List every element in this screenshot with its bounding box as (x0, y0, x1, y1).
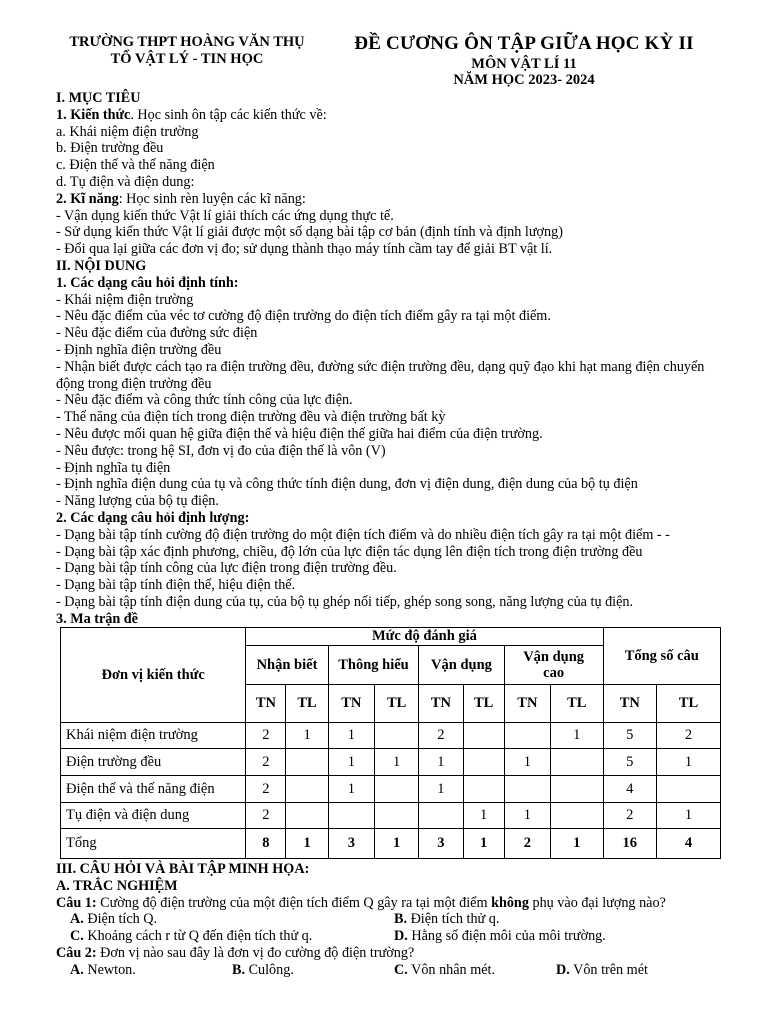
table-cell: 5 (603, 723, 657, 749)
option-text: Hằng số điện môi của môi trường. (407, 928, 606, 945)
part-a-heading: A. TRẮC NGHIỆM (56, 877, 178, 894)
skills-text: : Học sinh rèn luyện các kĩ năng: (118, 190, 306, 207)
total-cell: 1 (375, 829, 419, 859)
school-year: NĂM HỌC 2023- 2024 (453, 72, 595, 88)
quantitative-item: - Dạng bài tập tính công của lực điện trong điện trường đều. (56, 560, 397, 577)
table-cell (375, 723, 419, 749)
level-name: Nhận biết (246, 646, 328, 685)
option-text: Newton. (83, 962, 136, 979)
answer-option (70, 962, 136, 979)
table-cell: 1 (657, 749, 721, 776)
row-label: Điện trường đều (61, 749, 246, 776)
question-emphasis: không (491, 894, 529, 911)
qualitative-item: - Nêu đặc điểm và công thức tính công của lực điện. (56, 392, 353, 409)
school-name: TRƯỜNG THPT HOÀNG VĂN THỤ (69, 34, 305, 50)
document-body (56, 90, 736, 628)
table-cell (286, 749, 328, 776)
unit-header: Đơn vị kiến thức (61, 628, 246, 723)
answer-option (394, 962, 495, 979)
knowledge-text: . Học sinh ôn tập các kiến thức về: (130, 106, 327, 123)
row-label: Tổng (61, 829, 246, 859)
sub-header: TL (463, 685, 504, 723)
table-cell: 2 (419, 723, 463, 749)
qualitative-item: - Nêu được: trong hệ SI, đơn vị đo của điện thế là vôn (V) (56, 442, 386, 459)
answer-option (232, 962, 294, 979)
row-label: Điện thế và thế năng điện (61, 776, 246, 803)
option-letter: D. (556, 962, 570, 979)
sub-header: TN (328, 685, 374, 723)
skills-item: - Sử dụng kiến thức Vật lí giải được một số dạng bài tập cơ bản (định tính và định lượng) (56, 224, 563, 241)
table-cell (328, 803, 374, 829)
question-1 (56, 895, 746, 912)
knowledge-item: c. Điện thế và thế năng điện (56, 157, 215, 174)
total-cell: 3 (419, 829, 463, 859)
section-2-heading: II. NỘI DUNG (56, 257, 147, 274)
level-name: Vận dụng (419, 646, 504, 685)
level-name: Vận dụng cao (504, 646, 603, 685)
document-title-block (318, 32, 730, 88)
option-text: Điện tích Q. (83, 911, 158, 928)
total-cell: 1 (463, 829, 504, 859)
option-text: Culông. (245, 962, 294, 979)
question-label: Câu 1: (56, 894, 97, 911)
quantitative-item: - Dạng bài tập xác định phương, chiều, độ lớn của lực điện tác dụng lên điện tích trong điện trường đều (56, 543, 643, 560)
table-cell: 2 (657, 723, 721, 749)
total-cell: 2 (504, 829, 550, 859)
sub-header: TN (419, 685, 463, 723)
option-letter: A. (70, 962, 84, 979)
option-letter: C. (70, 928, 84, 945)
document-title: ĐỀ CƯƠNG ÔN TẬP GIỮA HỌC KỲ II (354, 33, 694, 54)
table-total-row (61, 829, 721, 859)
question-2 (56, 945, 746, 962)
qualitative-item: - Thế năng của điện tích trong điện trường đều và điện trường bất kỳ (56, 409, 446, 426)
skills-label: 2. Kĩ năng (56, 190, 119, 207)
knowledge-label: 1. Kiến thức (56, 106, 131, 123)
qualitative-item: - Nêu đặc điểm của đường sức điện (56, 325, 258, 342)
option-letter: B. (232, 962, 246, 979)
table-cell: 2 (246, 749, 286, 776)
department-name: TỔ VẬT LÝ - TIN HỌC (110, 51, 264, 67)
table-cell (375, 776, 419, 803)
answer-option (394, 928, 606, 945)
table-cell (657, 776, 721, 803)
option-text: Điện tích thử q. (407, 911, 500, 928)
table-cell (463, 749, 504, 776)
section-3 (56, 861, 746, 979)
sub-header: TN (246, 685, 286, 723)
total-header: Tổng số câu (603, 628, 720, 685)
question-1-options-row (56, 928, 746, 945)
total-cell: 8 (246, 829, 286, 859)
table-header-row (61, 628, 721, 646)
table-cell (551, 776, 604, 803)
skills-item: - Đổi qua lại giữa các đơn vị đo; sử dụng thành thạo máy tính cầm tay để giải BT vật lí. (56, 241, 553, 258)
answer-option (70, 928, 312, 945)
table-cell (419, 803, 463, 829)
table-cell: 1 (328, 723, 374, 749)
table-cell: 1 (375, 749, 419, 776)
knowledge-item: d. Tụ điện và điện dung: (56, 173, 195, 190)
qualitative-item: - Định nghĩa điện trường đều (56, 341, 222, 358)
quantitative-item: - Dạng bài tập tính điện dung của tụ, của bộ tụ ghép nối tiếp, ghép song song, năng lượng của tụ điện. (56, 593, 634, 610)
answer-option (70, 911, 157, 928)
table-cell: 1 (328, 749, 374, 776)
quantitative-item: - Dạng bài tập tính điện thế, hiệu điện thế. (56, 577, 296, 594)
total-cell: 1 (551, 829, 604, 859)
qualitative-item: - Năng lượng của bộ tụ điện. (56, 493, 219, 510)
table-cell: 1 (463, 803, 504, 829)
qualitative-item: - Nêu được mối quan hệ giữa điện thế và hiệu điện thế giữa hai điểm của điện trường. (56, 425, 543, 442)
table-cell (551, 749, 604, 776)
section-3-heading: III. CÂU HỎI VÀ BÀI TẬP MINH HỌA: (56, 861, 310, 877)
table-cell: 1 (504, 749, 550, 776)
quantitative-heading: 2. Các dạng câu hỏi định lượng: (56, 509, 250, 526)
qualitative-item: - Định nghĩa tụ điện (56, 459, 171, 476)
option-letter: C. (394, 962, 408, 979)
total-cell: 3 (328, 829, 374, 859)
table-cell: 1 (657, 803, 721, 829)
total-cell: 16 (603, 829, 657, 859)
knowledge-line (56, 107, 736, 124)
table-cell (504, 776, 550, 803)
table-row (61, 776, 721, 803)
sub-header: TL (551, 685, 604, 723)
question-1-options-row (56, 911, 746, 928)
option-letter: A. (70, 911, 84, 928)
sub-header: TL (657, 685, 721, 723)
level-name: Thông hiểu (328, 646, 419, 685)
knowledge-item: b. Điện trường đều (56, 140, 164, 157)
row-label: Tụ điện và điện dung (61, 803, 246, 829)
option-text: Vôn nhân mét. (407, 962, 496, 979)
table-cell: 1 (551, 723, 604, 749)
table-cell: 5 (603, 749, 657, 776)
question-text: Đơn vị nào sau đây là đơn vị đo cường độ điện trường? (96, 945, 415, 962)
option-letter: D. (394, 928, 408, 945)
table-cell (375, 803, 419, 829)
question-text: Cường độ điện trường của một điện tích điểm Q gây ra tại một điểm (96, 894, 492, 911)
table-row (61, 803, 721, 829)
table-cell: 1 (419, 749, 463, 776)
table-cell: 4 (603, 776, 657, 803)
answer-option (394, 911, 499, 928)
table-cell: 1 (419, 776, 463, 803)
table-cell (504, 723, 550, 749)
table-cell (286, 803, 328, 829)
section-1-heading: I. MỤC TIÊU (56, 90, 141, 106)
total-cell: 4 (657, 829, 721, 859)
quantitative-item: - Dạng bài tập tính cường độ điện trường do một điện tích điểm và do nhiều điện tích gây ra tại một điểm - - (56, 526, 670, 543)
option-text: Vôn trên mét (569, 962, 648, 979)
table-cell (286, 776, 328, 803)
sub-header: TL (375, 685, 419, 723)
skills-line (56, 191, 736, 208)
table-cell (463, 723, 504, 749)
question-2-options-row (56, 962, 746, 979)
table-row (61, 723, 721, 749)
row-label: Khái niệm điện trường (61, 723, 246, 749)
table-cell: 2 (246, 776, 286, 803)
sub-header: TL (286, 685, 328, 723)
assessment-matrix-table (60, 627, 721, 859)
level-header: Mức độ đánh giá (246, 628, 603, 646)
table-row (61, 749, 721, 776)
table-cell: 2 (603, 803, 657, 829)
sub-header: TN (603, 685, 657, 723)
table-cell: 1 (328, 776, 374, 803)
question-text: phụ vào đại lượng nào? (528, 894, 666, 911)
option-letter: B. (394, 911, 408, 928)
table-cell (463, 776, 504, 803)
table-cell: 2 (246, 723, 286, 749)
knowledge-item: a. Khái niệm điện trường (56, 123, 199, 140)
question-label: Câu 2: (56, 945, 97, 962)
table-cell (551, 803, 604, 829)
qualitative-item: - Khái niệm điện trường (56, 291, 194, 308)
qualitative-item: - Nhận biết được cách tạo ra điện trường đều, đường sức điện trường đều, dạng quỹ đạo khi hạt mang điện chuyển động trong điện trường đều (56, 358, 705, 392)
qualitative-heading: 1. Các dạng câu hỏi định tính: (56, 274, 239, 291)
answer-option (556, 962, 648, 979)
option-text: Khoảng cách r từ Q đến điện tích thử q. (83, 928, 313, 945)
school-header (52, 34, 322, 68)
table-cell: 1 (286, 723, 328, 749)
table-cell: 2 (246, 803, 286, 829)
sub-header: TN (504, 685, 550, 723)
subject-name: MÔN VẬT LÍ 11 (471, 56, 577, 72)
qualitative-item: - Nêu đặc điểm của véc tơ cường độ điện trường do điện tích điểm gây ra tại một điểm. (56, 308, 551, 325)
table-cell: 1 (504, 803, 550, 829)
matrix-heading: 3. Ma trận đề (56, 610, 138, 627)
total-cell: 1 (286, 829, 328, 859)
skills-item: - Vận dụng kiến thức Vật lí giải thích các ứng dụng thực tế. (56, 207, 394, 224)
qualitative-item: - Định nghĩa điện dung của tụ và công thức tính điện dung, đơn vị điện dung, điện dung của bộ tụ điện (56, 476, 638, 493)
